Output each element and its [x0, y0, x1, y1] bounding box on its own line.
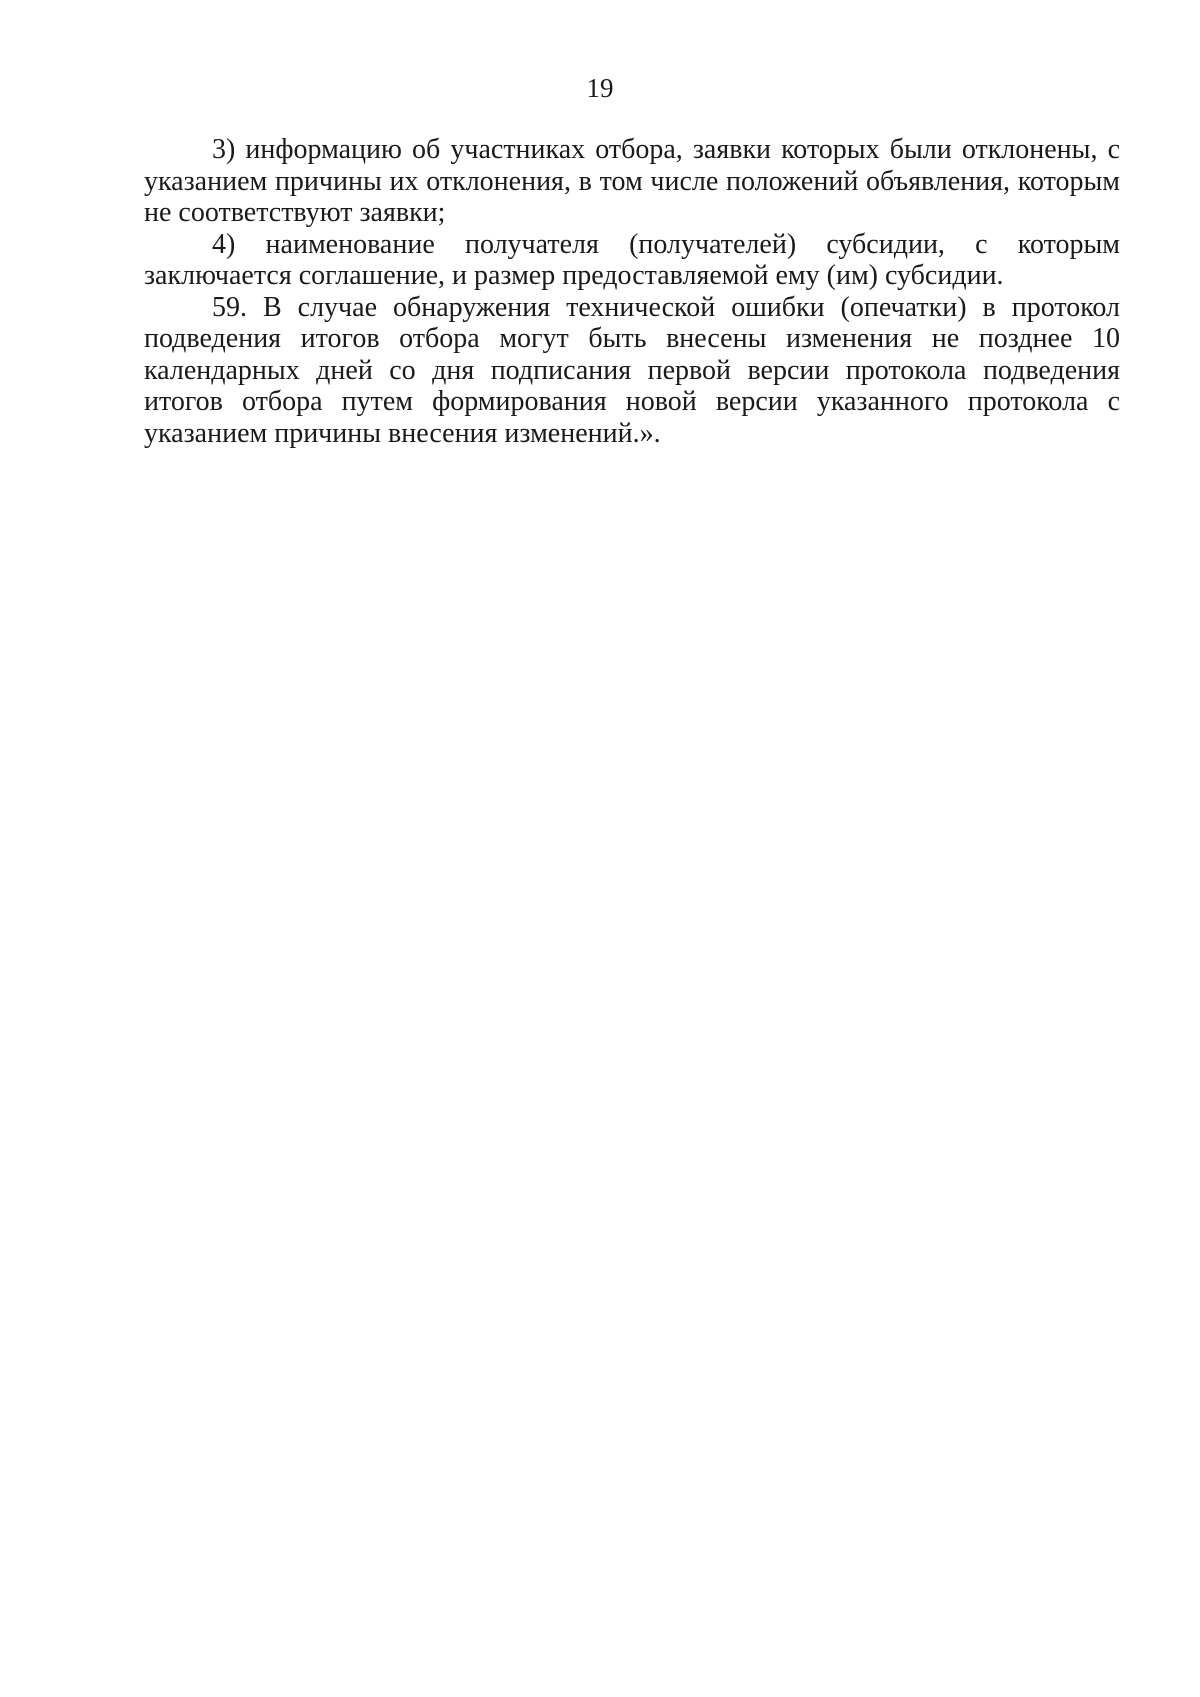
page-number: 19 [586, 73, 614, 103]
paragraph-clause-59: 59. В случае обнаружения технической ошибки (опечатки) в протокол подведения итогов отбора могут быть внесены изменения не позднее 10 календарных дней со дня подписания первой версии протокола подведения итогов отбора путем формирования новой версии указанного протокола с указанием причины внесения изменений.». [144, 291, 1120, 449]
paragraph-item-4: 4) наименование получателя (получателей) субсидии, с которым заключается соглашение, и размер предоставляемой ему (им) субсидии. [144, 228, 1120, 291]
paragraph-item-3: 3) информацию об участниках отбора, заявки которых были отклонены, с указанием причины их отклонения, в том числе положений объявления, которым не соответствуют заявки; [144, 134, 1120, 228]
document-body [144, 134, 1120, 449]
